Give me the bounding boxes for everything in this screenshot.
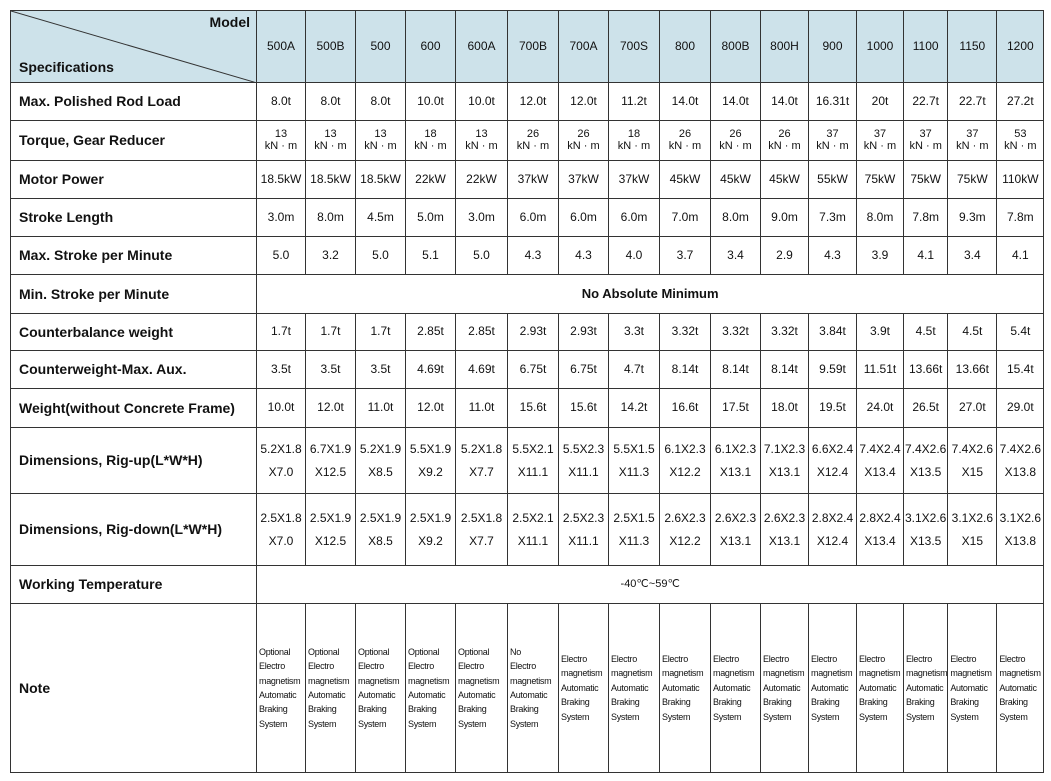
cell-value: Optional Electro magnetism Automatic Braking System xyxy=(257,604,306,773)
cell-value: Electro magnetism Automatic Braking System xyxy=(904,604,948,773)
table-row xyxy=(11,494,1044,566)
model-header: 1200 xyxy=(997,11,1044,83)
cell-value: 26 kN · m xyxy=(508,121,559,161)
cell-value: 12.0t xyxy=(508,83,559,121)
cell-value: 75kW xyxy=(857,161,904,199)
cell-value: 45kW xyxy=(660,161,711,199)
cell-value: 15.6t xyxy=(508,389,559,428)
model-header: 500 xyxy=(356,11,406,83)
cell-value: 12.0t xyxy=(559,83,609,121)
cell-value: 37 kN · m xyxy=(948,121,997,161)
cell-value: 110kW xyxy=(997,161,1044,199)
cell-value: 13 kN · m xyxy=(257,121,306,161)
cell-value: 2.85t xyxy=(406,314,456,351)
cell-value: 3.3t xyxy=(609,314,660,351)
model-label: Model xyxy=(209,14,250,30)
cell-value: 26 kN · m xyxy=(660,121,711,161)
row-label: Counterbalance weight xyxy=(11,314,257,351)
cell-value: 7.8m xyxy=(904,199,948,237)
cell-value: 45kW xyxy=(761,161,809,199)
cell-value: 5.2X1.9 X8.5 xyxy=(356,428,406,494)
cell-value: 15.6t xyxy=(559,389,609,428)
cell-value: 8.0t xyxy=(257,83,306,121)
cell-value: 18.0t xyxy=(761,389,809,428)
cell-value: 5.0 xyxy=(456,237,508,275)
model-header: 700B xyxy=(508,11,559,83)
spec-label: Specifications xyxy=(19,58,114,75)
cell-value: 3.9t xyxy=(857,314,904,351)
cell-value: 4.1 xyxy=(904,237,948,275)
cell-value: 7.0m xyxy=(660,199,711,237)
cell-value: 4.1 xyxy=(997,237,1044,275)
cell-value: 8.14t xyxy=(761,351,809,389)
cell-value: 4.0 xyxy=(609,237,660,275)
row-label: Stroke Length xyxy=(11,199,257,237)
cell-value: 3.5t xyxy=(306,351,356,389)
cell-value: 2.9 xyxy=(761,237,809,275)
cell-value: 24.0t xyxy=(857,389,904,428)
cell-value: 1.7t xyxy=(306,314,356,351)
spanning-value: No Absolute Minimum xyxy=(257,275,1044,314)
cell-value: 1.7t xyxy=(356,314,406,351)
cell-value: Electro magnetism Automatic Braking System xyxy=(660,604,711,773)
row-label: Working Temperature xyxy=(11,566,257,604)
model-header: 600A xyxy=(456,11,508,83)
cell-value: 18.5kW xyxy=(356,161,406,199)
cell-value: 13.66t xyxy=(904,351,948,389)
table-row xyxy=(11,161,1044,199)
table-row xyxy=(11,351,1044,389)
model-header: 1000 xyxy=(857,11,904,83)
row-label: Counterweight-Max. Aux. xyxy=(11,351,257,389)
cell-value: 12.0t xyxy=(406,389,456,428)
cell-value: 5.4t xyxy=(997,314,1044,351)
model-header: 600 xyxy=(406,11,456,83)
table-row xyxy=(11,314,1044,351)
cell-value: Electro magnetism Automatic Braking System xyxy=(761,604,809,773)
cell-value: 11.2t xyxy=(609,83,660,121)
cell-value: 26 kN · m xyxy=(559,121,609,161)
model-header: 500A xyxy=(257,11,306,83)
cell-value: 6.75t xyxy=(559,351,609,389)
cell-value: 9.59t xyxy=(809,351,857,389)
cell-value: 3.1X2.6 X13.5 xyxy=(904,494,948,566)
spec-table xyxy=(10,10,1044,773)
cell-value: 2.85t xyxy=(456,314,508,351)
cell-value: 18 kN · m xyxy=(406,121,456,161)
cell-value: 27.0t xyxy=(948,389,997,428)
cell-value: Optional Electro magnetism Automatic Braking System xyxy=(306,604,356,773)
cell-value: 26.5t xyxy=(904,389,948,428)
cell-value: 4.5t xyxy=(948,314,997,351)
cell-value: 5.0m xyxy=(406,199,456,237)
cell-value: 5.0 xyxy=(257,237,306,275)
cell-value: 7.4X2.6 X13.8 xyxy=(997,428,1044,494)
cell-value: 16.31t xyxy=(809,83,857,121)
row-label: Min. Stroke per Minute xyxy=(11,275,257,314)
cell-value: 3.32t xyxy=(660,314,711,351)
cell-value: 6.1X2.3 X12.2 xyxy=(660,428,711,494)
cell-value: 26 kN · m xyxy=(761,121,809,161)
cell-value: 2.6X2.3 X13.1 xyxy=(711,494,761,566)
cell-value: 18.5kW xyxy=(257,161,306,199)
cell-value: 3.2 xyxy=(306,237,356,275)
cell-value: Electro magnetism Automatic Braking System xyxy=(948,604,997,773)
cell-value: 4.5m xyxy=(356,199,406,237)
cell-value: Optional Electro magnetism Automatic Braking System xyxy=(406,604,456,773)
cell-value: 10.0t xyxy=(406,83,456,121)
cell-value: 2.5X1.8 X7.0 xyxy=(257,494,306,566)
row-label: Dimensions, Rig-down(L*W*H) xyxy=(11,494,257,566)
model-header: 800 xyxy=(660,11,711,83)
cell-value: 17.5t xyxy=(711,389,761,428)
cell-value: 19.5t xyxy=(809,389,857,428)
cell-value: 8.0m xyxy=(306,199,356,237)
cell-value: 16.6t xyxy=(660,389,711,428)
cell-value: 3.84t xyxy=(809,314,857,351)
cell-value: 18 kN · m xyxy=(609,121,660,161)
header-row xyxy=(11,11,1044,83)
model-header: 1150 xyxy=(948,11,997,83)
cell-value: 3.4 xyxy=(711,237,761,275)
cell-value: 6.7X1.9 X12.5 xyxy=(306,428,356,494)
cell-value: 45kW xyxy=(711,161,761,199)
cell-value: 3.0m xyxy=(257,199,306,237)
row-label: Note xyxy=(11,604,257,773)
cell-value: 4.3 xyxy=(559,237,609,275)
cell-value: 22kW xyxy=(456,161,508,199)
cell-value: Optional Electro magnetism Automatic Braking System xyxy=(356,604,406,773)
cell-value: 2.6X2.3 X13.1 xyxy=(761,494,809,566)
table-row xyxy=(11,275,1044,314)
cell-value: 3.0m xyxy=(456,199,508,237)
cell-value: 7.8m xyxy=(997,199,1044,237)
cell-value: 22kW xyxy=(406,161,456,199)
cell-value: 3.4 xyxy=(948,237,997,275)
table-row xyxy=(11,389,1044,428)
cell-value: 37 kN · m xyxy=(904,121,948,161)
cell-value: 6.0m xyxy=(559,199,609,237)
cell-value: 75kW xyxy=(948,161,997,199)
cell-value: 10.0t xyxy=(456,83,508,121)
cell-value: 6.1X2.3 X13.1 xyxy=(711,428,761,494)
cell-value: 11.0t xyxy=(456,389,508,428)
cell-value: 15.4t xyxy=(997,351,1044,389)
row-label: Torque, Gear Reducer xyxy=(11,121,257,161)
cell-value: 29.0t xyxy=(997,389,1044,428)
cell-value: 6.6X2.4 X12.4 xyxy=(809,428,857,494)
cell-value: 22.7t xyxy=(904,83,948,121)
cell-value: 8.14t xyxy=(660,351,711,389)
cell-value: 20t xyxy=(857,83,904,121)
cell-value: 22.7t xyxy=(948,83,997,121)
cell-value: 18.5kW xyxy=(306,161,356,199)
cell-value: 4.3 xyxy=(508,237,559,275)
model-header: 700S xyxy=(609,11,660,83)
cell-value: 37 kN · m xyxy=(809,121,857,161)
cell-value: 3.7 xyxy=(660,237,711,275)
cell-value: Electro magnetism Automatic Braking System xyxy=(559,604,609,773)
model-header: 800B xyxy=(711,11,761,83)
cell-value: 5.2X1.8 X7.7 xyxy=(456,428,508,494)
cell-value: Electro magnetism Automatic Braking System xyxy=(711,604,761,773)
table-row xyxy=(11,604,1044,773)
cell-value: Electro magnetism Automatic Braking System xyxy=(857,604,904,773)
cell-value: 8.0m xyxy=(857,199,904,237)
cell-value: 8.0t xyxy=(306,83,356,121)
cell-value: 14.2t xyxy=(609,389,660,428)
cell-value: 5.5X2.1 X11.1 xyxy=(508,428,559,494)
cell-value: 3.1X2.6 X15 xyxy=(948,494,997,566)
row-label: Weight(without Concrete Frame) xyxy=(11,389,257,428)
cell-value: 75kW xyxy=(904,161,948,199)
table-row xyxy=(11,237,1044,275)
cell-value: 14.0t xyxy=(660,83,711,121)
cell-value: 7.4X2.6 X15 xyxy=(948,428,997,494)
row-label: Motor Power xyxy=(11,161,257,199)
cell-value: 10.0t xyxy=(257,389,306,428)
cell-value: 3.5t xyxy=(356,351,406,389)
cell-value: 5.0 xyxy=(356,237,406,275)
cell-value: 14.0t xyxy=(761,83,809,121)
table-row xyxy=(11,121,1044,161)
cell-value: 7.3m xyxy=(809,199,857,237)
cell-value: 6.0m xyxy=(609,199,660,237)
cell-value: 14.0t xyxy=(711,83,761,121)
cell-value: 13 kN · m xyxy=(456,121,508,161)
cell-value: 5.2X1.8 X7.0 xyxy=(257,428,306,494)
cell-value: 37 kN · m xyxy=(857,121,904,161)
cell-value: 2.5X2.1 X11.1 xyxy=(508,494,559,566)
cell-value: 12.0t xyxy=(306,389,356,428)
table-row xyxy=(11,566,1044,604)
cell-value: 3.9 xyxy=(857,237,904,275)
cell-value: 2.8X2.4 X12.4 xyxy=(809,494,857,566)
cell-value: 27.2t xyxy=(997,83,1044,121)
spanning-value: -40℃~59℃ xyxy=(257,566,1044,604)
cell-value: 8.0t xyxy=(356,83,406,121)
table-row xyxy=(11,428,1044,494)
cell-value: Optional Electro magnetism Automatic Braking System xyxy=(456,604,508,773)
model-header: 900 xyxy=(809,11,857,83)
model-header: 700A xyxy=(559,11,609,83)
cell-value: 6.0m xyxy=(508,199,559,237)
cell-value: 13 kN · m xyxy=(356,121,406,161)
cell-value: Electro magnetism Automatic Braking System xyxy=(609,604,660,773)
cell-value: 8.14t xyxy=(711,351,761,389)
row-label: Dimensions, Rig-up(L*W*H) xyxy=(11,428,257,494)
model-header: 500B xyxy=(306,11,356,83)
cell-value: Electro magnetism Automatic Braking System xyxy=(809,604,857,773)
row-label: Max. Polished Rod Load xyxy=(11,83,257,121)
cell-value: 4.69t xyxy=(456,351,508,389)
cell-value: 2.93t xyxy=(508,314,559,351)
corner-cell xyxy=(11,11,257,83)
cell-value: 9.3m xyxy=(948,199,997,237)
cell-value: 2.93t xyxy=(559,314,609,351)
cell-value: 13 kN · m xyxy=(306,121,356,161)
cell-value: 4.5t xyxy=(904,314,948,351)
cell-value: 37kW xyxy=(609,161,660,199)
cell-value: Electro magnetism Automatic Braking System xyxy=(997,604,1044,773)
cell-value: 11.0t xyxy=(356,389,406,428)
cell-value: 3.32t xyxy=(711,314,761,351)
cell-value: 7.1X2.3 X13.1 xyxy=(761,428,809,494)
cell-value: 11.51t xyxy=(857,351,904,389)
cell-value: 2.5X1.9 X12.5 xyxy=(306,494,356,566)
cell-value: 9.0m xyxy=(761,199,809,237)
cell-value: 26 kN · m xyxy=(711,121,761,161)
table-row xyxy=(11,199,1044,237)
row-label: Max. Stroke per Minute xyxy=(11,237,257,275)
model-header: 1100 xyxy=(904,11,948,83)
cell-value: 3.1X2.6 X13.8 xyxy=(997,494,1044,566)
cell-value: 2.6X2.3 X12.2 xyxy=(660,494,711,566)
cell-value: 5.5X1.5 X11.3 xyxy=(609,428,660,494)
cell-value: 8.0m xyxy=(711,199,761,237)
cell-value: 2.5X1.5 X11.3 xyxy=(609,494,660,566)
cell-value: 3.32t xyxy=(761,314,809,351)
cell-value: 37kW xyxy=(559,161,609,199)
cell-value: 6.75t xyxy=(508,351,559,389)
model-header: 800H xyxy=(761,11,809,83)
cell-value: 37kW xyxy=(508,161,559,199)
cell-value: 5.5X2.3 X11.1 xyxy=(559,428,609,494)
cell-value: 2.5X2.3 X11.1 xyxy=(559,494,609,566)
table-row xyxy=(11,83,1044,121)
cell-value: 1.7t xyxy=(257,314,306,351)
cell-value: 55kW xyxy=(809,161,857,199)
cell-value: 5.5X1.9 X9.2 xyxy=(406,428,456,494)
cell-value: 13.66t xyxy=(948,351,997,389)
cell-value: 7.4X2.6 X13.5 xyxy=(904,428,948,494)
cell-value: No Electro magnetism Automatic Braking System xyxy=(508,604,559,773)
cell-value: 3.5t xyxy=(257,351,306,389)
cell-value: 2.5X1.8 X7.7 xyxy=(456,494,508,566)
cell-value: 53 kN · m xyxy=(997,121,1044,161)
cell-value: 2.5X1.9 X8.5 xyxy=(356,494,406,566)
cell-value: 4.3 xyxy=(809,237,857,275)
cell-value: 4.69t xyxy=(406,351,456,389)
cell-value: 5.1 xyxy=(406,237,456,275)
cell-value: 2.5X1.9 X9.2 xyxy=(406,494,456,566)
cell-value: 2.8X2.4 X13.4 xyxy=(857,494,904,566)
cell-value: 7.4X2.4 X13.4 xyxy=(857,428,904,494)
cell-value: 4.7t xyxy=(609,351,660,389)
